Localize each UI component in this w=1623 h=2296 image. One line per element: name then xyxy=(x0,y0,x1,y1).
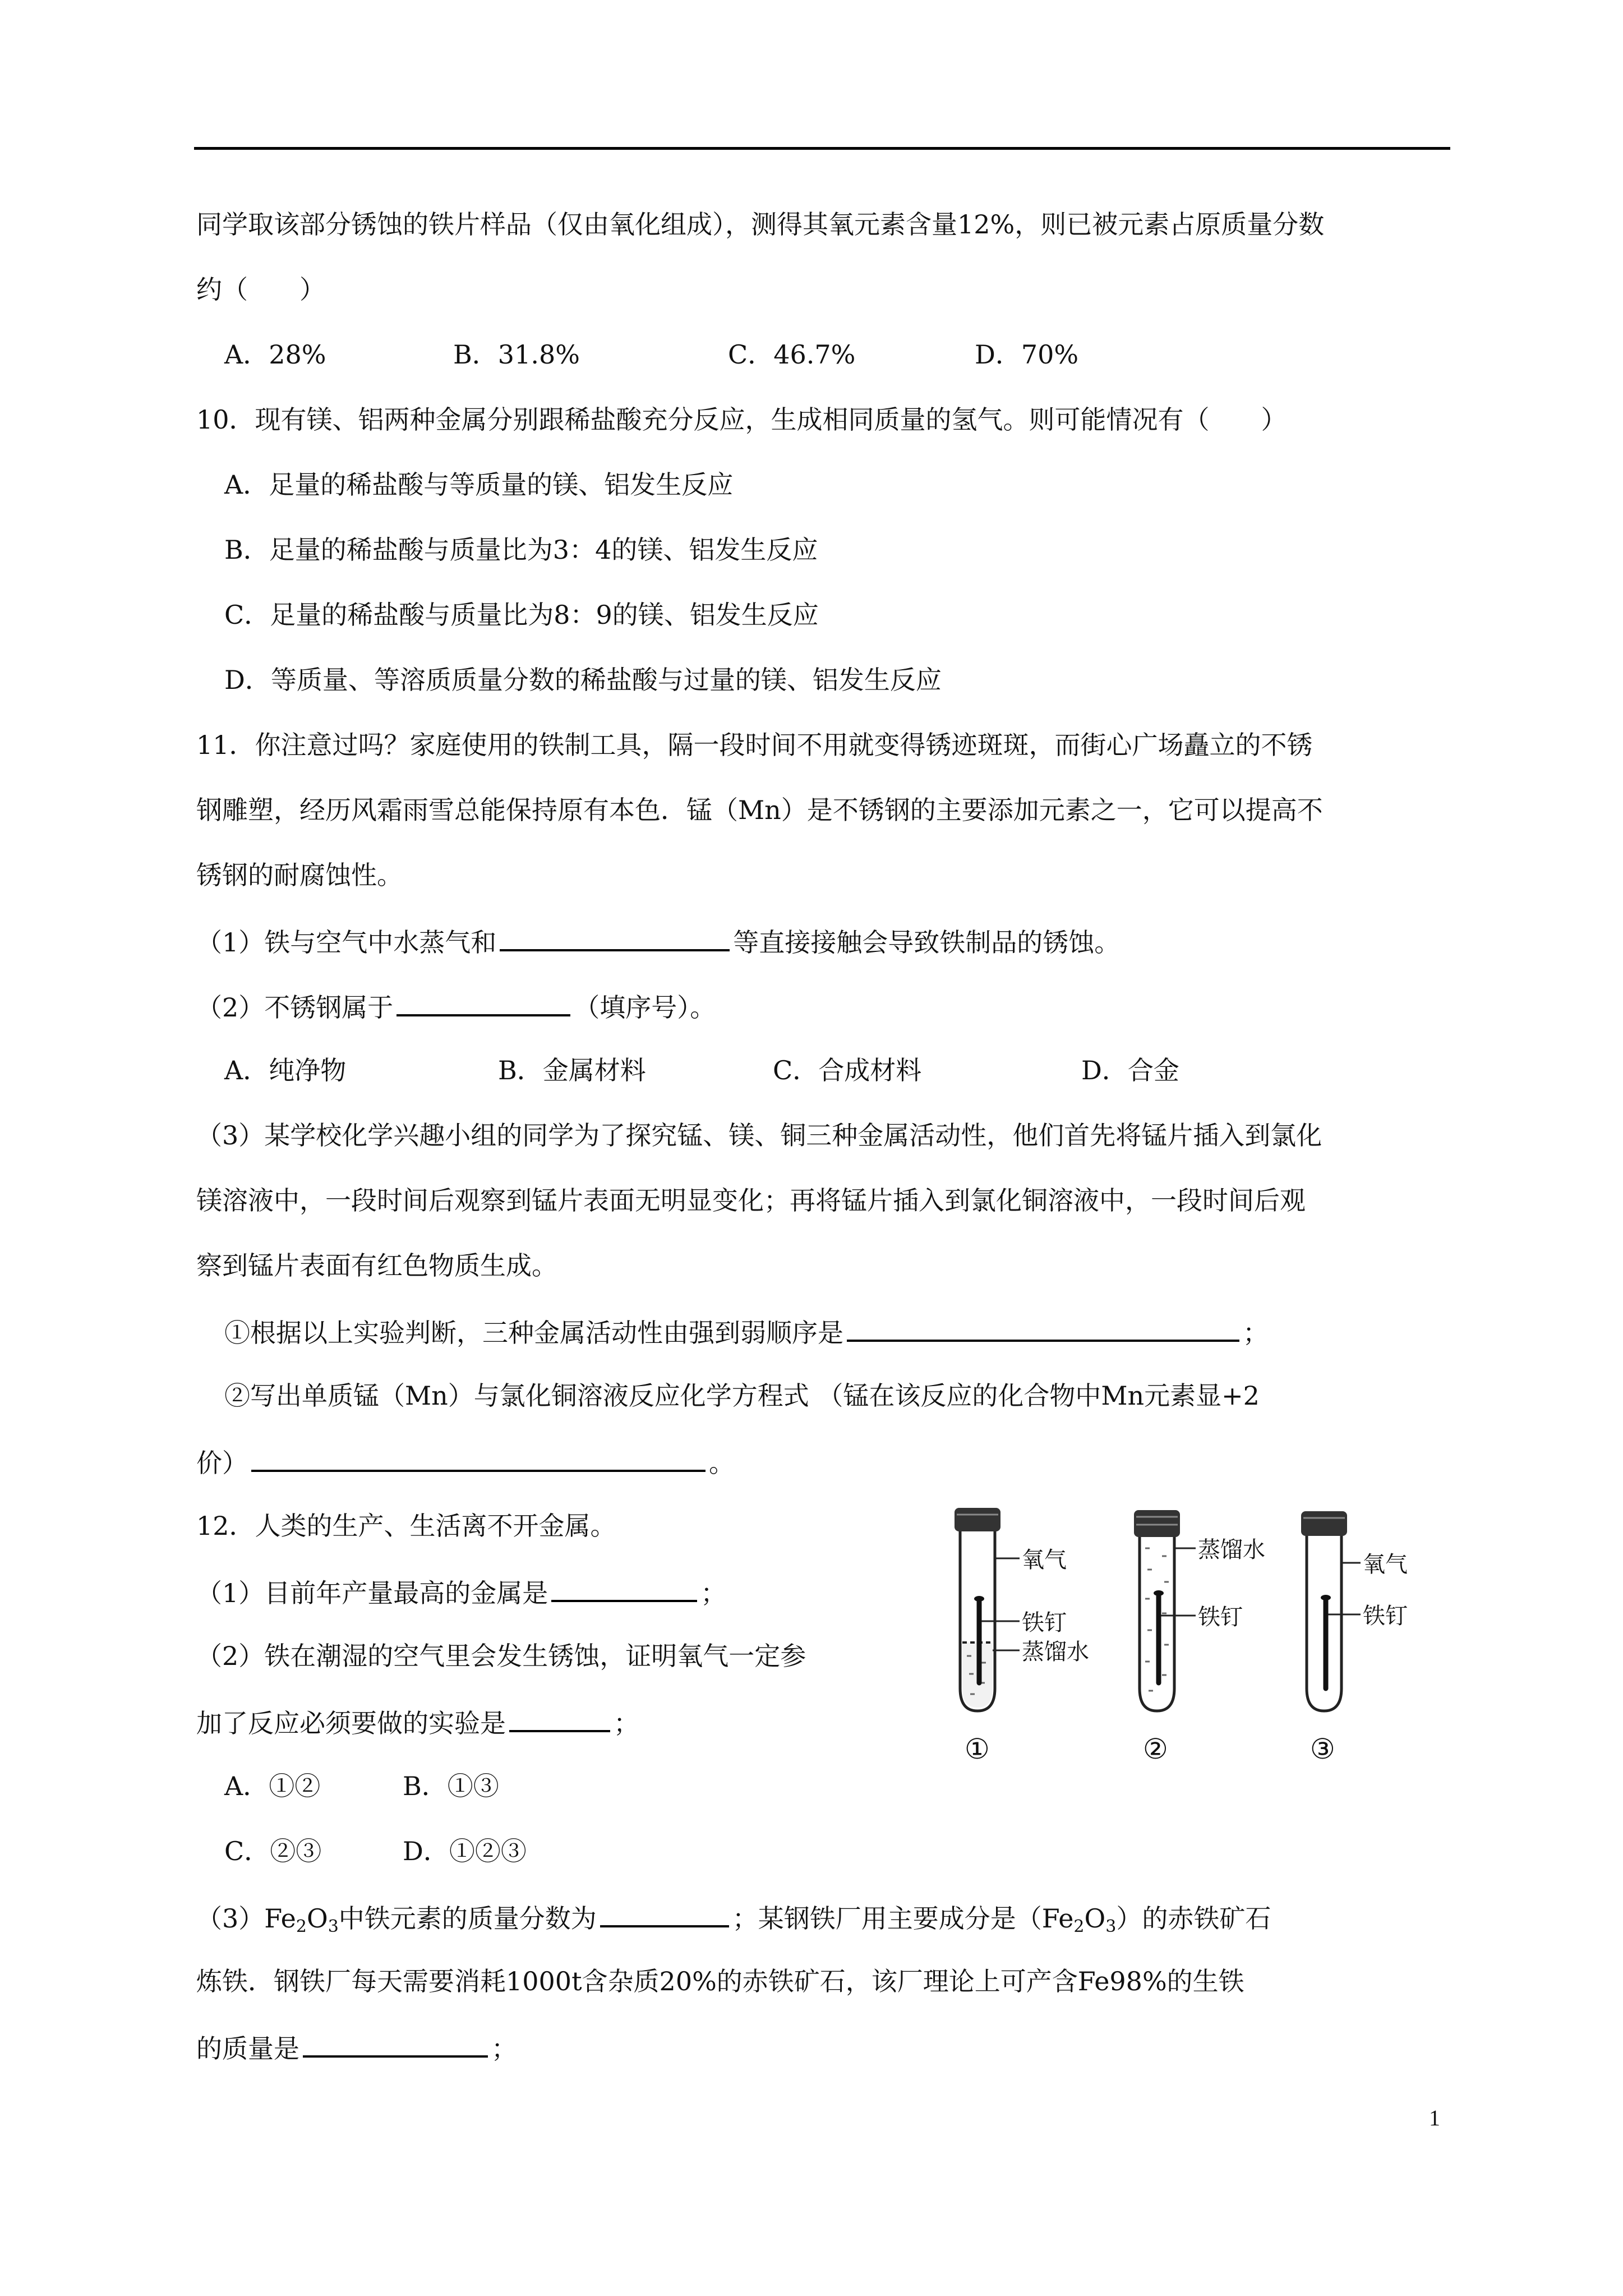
q12-part3-text: 中铁元素的质量分数为 xyxy=(338,1903,597,1934)
tube-stopper xyxy=(955,1508,1000,1531)
tube1-label-water: 蒸馏水 xyxy=(1022,1639,1089,1665)
q11-part3b-line2 xyxy=(196,1445,735,1479)
q10-option-b: B．足量的稀盐酸与质量比为3：4的镁、铝发生反应 xyxy=(224,535,818,565)
q11-part2 xyxy=(196,990,716,1023)
q11-part1-text: （1）铁与空气中水蒸气和 xyxy=(196,927,497,958)
tube3-label-oxygen: 氧气 xyxy=(1363,1552,1408,1577)
q12-part2-option-c: C．②③ xyxy=(224,1836,322,1866)
q12-part3-text2: ；某钢铁厂用主要成分是（Fe xyxy=(732,1903,1074,1934)
test-tube-2 xyxy=(1134,1510,1265,1765)
q11-part1 xyxy=(196,924,1120,958)
formula-sub: 2 xyxy=(1073,1917,1085,1936)
q11-part2-text: （2）不锈钢属于 xyxy=(196,992,394,1023)
q11-part3a-tail: ； xyxy=(1243,1318,1269,1348)
q12-part2-line2 xyxy=(196,1705,639,1739)
q9-line2: 约（ ） xyxy=(196,274,325,305)
q11-part1-tail: 等直接接触会导致铁制品的锈蚀。 xyxy=(733,927,1121,958)
formula-o: O xyxy=(306,1903,328,1934)
q11-stem-line1: 11．你注意过吗？家庭使用的铁制工具，隔一段时间不用就变得锈迹斑斑，而街心广场矗立的不锈 xyxy=(196,730,1313,760)
q11-part3b-tail: 。 xyxy=(709,1448,735,1478)
q9-option-a: A．28% xyxy=(224,339,326,370)
test-tube-3 xyxy=(1301,1511,1408,1765)
q12-part2-line1: （2）铁在潮湿的空气里会发生锈蚀，证明氧气一定参 xyxy=(196,1641,806,1671)
formula-sub: 3 xyxy=(1105,1917,1117,1936)
q12-part3-tail: ； xyxy=(491,2033,517,2064)
tube1-label-nail: 铁钉 xyxy=(1022,1610,1067,1636)
q12-part2-text: 加了反应必须要做的实验是 xyxy=(196,1708,506,1738)
tube2-number: ② xyxy=(1143,1733,1168,1765)
q11-part2-option-d: D．合金 xyxy=(1081,1055,1179,1085)
q11-part3b-text: 价） xyxy=(196,1448,248,1478)
q11-part3-line1: （3）某学校化学兴趣小组的同学为了探究锰、镁、铜三种金属活动性，他们首先将锰片插入到氯化 xyxy=(196,1120,1322,1151)
q11-part2-option-c: C．合成材料 xyxy=(773,1055,922,1085)
q10-option-d: D．等质量、等溶质质量分数的稀盐酸与过量的镁、铝发生反应 xyxy=(224,665,942,695)
q12-part3-line1 xyxy=(196,1901,1271,1934)
q12-part2-option-b: B．①③ xyxy=(403,1771,499,1801)
q9-option-c: C．46.7% xyxy=(728,339,856,370)
tube-stopper xyxy=(1301,1511,1347,1536)
tube1-label-oxygen: 氧气 xyxy=(1022,1547,1067,1573)
q10-option-c: C．足量的稀盐酸与质量比为8：9的镁、铝发生反应 xyxy=(224,600,819,630)
answer-blank[interactable] xyxy=(509,1705,610,1732)
q12-part1 xyxy=(196,1575,726,1609)
test-tube-figure xyxy=(942,1503,1481,1767)
q12-part2-option-a: A．①② xyxy=(224,1771,321,1801)
q11-part3-line2: 镁溶液中，一段时间后观察到锰片表面无明显变化；再将锰片插入到氯化铜溶液中，一段时间后观 xyxy=(196,1185,1306,1216)
answer-blank[interactable] xyxy=(847,1315,1239,1342)
q12-part1-text: （1）目前年产量最高的金属是 xyxy=(196,1578,548,1608)
page-number: 1 xyxy=(1429,2105,1440,2131)
q11-part2-tail: （填序号）。 xyxy=(574,992,716,1023)
answer-blank[interactable] xyxy=(551,1575,697,1602)
formula-sub: 2 xyxy=(296,1917,307,1936)
q11-stem-line2: 钢雕塑，经历风霜雨雪总能保持原有本色．锰（Mn）是不锈钢的主要添加元素之一，它可以提高不 xyxy=(196,795,1323,825)
q9-line1: 同学取该部分锈蚀的铁片样品（仅由氧化组成），测得其氧元素含量12%，则已被元素占原质量分数 xyxy=(196,209,1325,240)
q12-part3-line3 xyxy=(196,2031,517,2064)
header-rule xyxy=(194,147,1450,150)
q11-part3-line3: 察到锰片表面有红色物质生成。 xyxy=(196,1250,557,1281)
formula-fe: （3）Fe xyxy=(196,1903,296,1934)
formula-o: O xyxy=(1084,1903,1106,1934)
q11-part3a xyxy=(224,1315,1269,1349)
q12-part3-line2: 炼铁．钢铁厂每天需要消耗1000t含杂质20%的赤铁矿石，该厂理论上可产含Fe98%的生铁 xyxy=(196,1966,1244,1996)
q9-option-b: B．31.8% xyxy=(453,339,580,370)
q12-part3-text3: ）的赤铁矿石 xyxy=(1116,1903,1271,1934)
q12-part3-text4: 的质量是 xyxy=(196,2033,299,2064)
q12-part1-tail: ； xyxy=(700,1578,727,1608)
tube2-label-water: 蒸馏水 xyxy=(1198,1537,1265,1563)
q11-part3a-text: ①根据以上实验判断，三种金属活动性由强到弱顺序是 xyxy=(224,1318,843,1348)
q12-part2-option-d: D．①②③ xyxy=(403,1836,527,1866)
q12-stem: 12．人类的生产、生活离不开金属。 xyxy=(196,1511,616,1541)
tube2-label-nail: 铁钉 xyxy=(1198,1604,1243,1630)
tube1-number: ① xyxy=(965,1733,990,1765)
answer-blank[interactable] xyxy=(251,1445,706,1472)
q10-option-a: A．足量的稀盐酸与等质量的镁、铝发生反应 xyxy=(224,470,734,500)
q9-option-d: D．70% xyxy=(975,339,1079,370)
answer-blank[interactable] xyxy=(396,990,570,1016)
answer-blank[interactable] xyxy=(500,924,730,951)
q10-stem: 10．现有镁、铝两种金属分别跟稀盐酸充分反应，生成相同质量的氢气。则可能情况有（ ） xyxy=(196,404,1287,435)
tube3-number: ③ xyxy=(1310,1733,1335,1765)
tube3-label-nail: 铁钉 xyxy=(1363,1603,1408,1629)
answer-blank[interactable] xyxy=(600,1901,729,1927)
tube-stopper xyxy=(1134,1510,1180,1537)
q11-part3b-line1: ②写出单质锰（Mn）与氯化铜溶液反应化学方程式 （锰在该反应的化合物中Mn元素显+2 xyxy=(224,1381,1260,1411)
test-tube-1 xyxy=(955,1508,1089,1765)
q11-part2-option-b: B．金属材料 xyxy=(498,1055,646,1085)
q12-part2-tail: ； xyxy=(614,1708,639,1738)
formula-sub: 3 xyxy=(328,1917,339,1936)
q11-stem-line3: 锈钢的耐腐蚀性。 xyxy=(196,860,403,890)
q11-part2-option-a: A．纯净物 xyxy=(224,1055,347,1085)
answer-blank[interactable] xyxy=(303,2031,488,2058)
